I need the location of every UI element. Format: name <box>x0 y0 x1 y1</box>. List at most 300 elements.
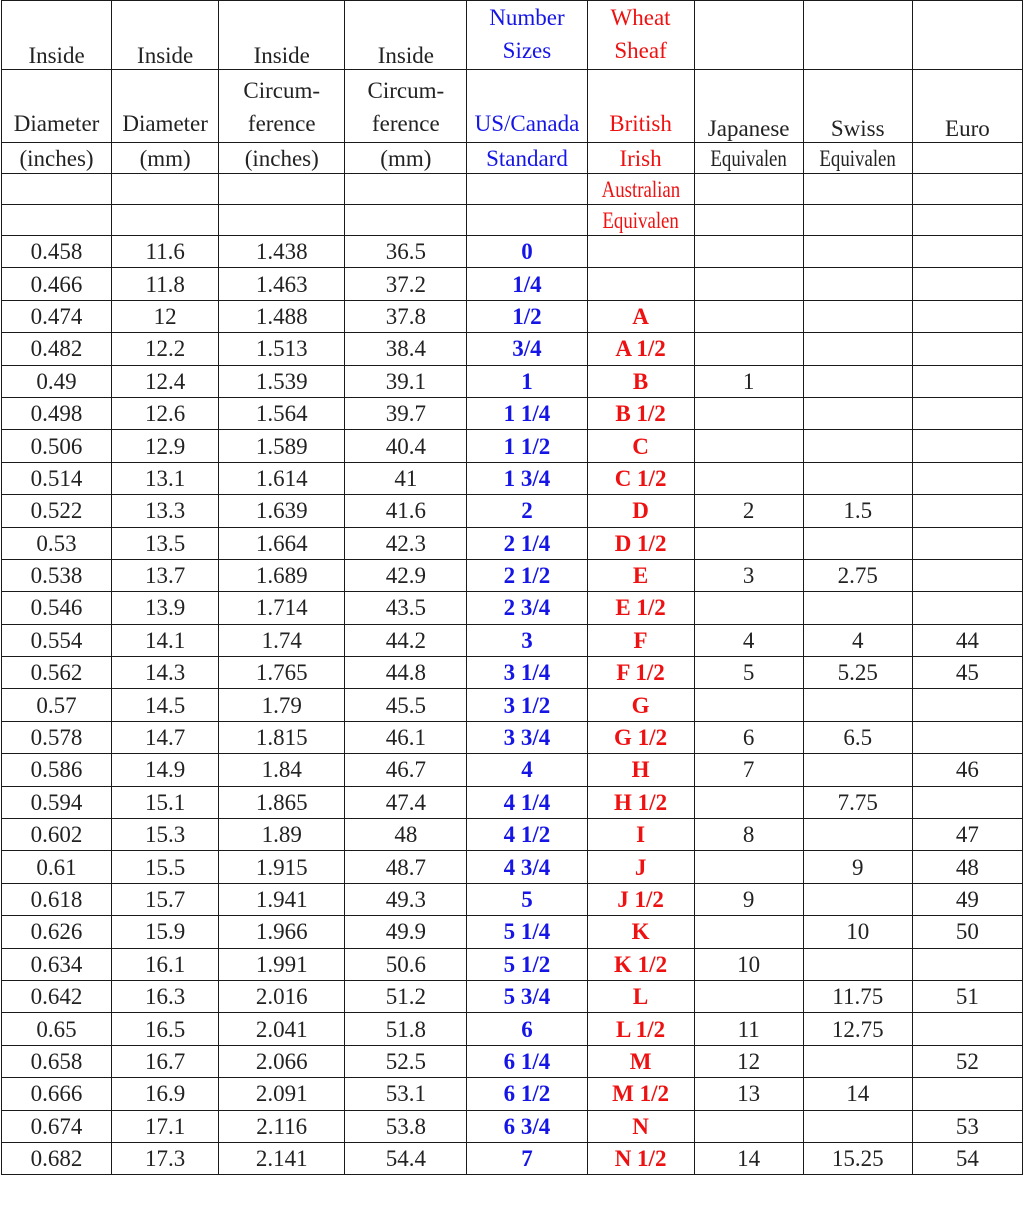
cell-diameter-inches: 0.65 <box>2 1013 112 1045</box>
cell-us-canada-size: 2 1/2 <box>467 559 587 591</box>
cell-british-size: F <box>587 624 694 656</box>
cell-us-canada-size: 4 1/4 <box>467 786 587 818</box>
cell-japanese-size: 7 <box>694 754 803 786</box>
cell-diameter-inches: 0.618 <box>2 883 112 915</box>
cell-circumference-mm: 40.4 <box>345 430 467 462</box>
cell-circumference-mm: 53.8 <box>345 1110 467 1142</box>
cell-swiss-size <box>803 883 912 915</box>
cell-japanese-size <box>694 236 803 268</box>
cell-euro-size <box>912 1013 1022 1045</box>
table-row <box>2 333 1023 365</box>
cell-british-size: M <box>587 1045 694 1077</box>
header-cell-irish: Irish <box>587 143 694 174</box>
cell-circumference-inches: 1.589 <box>219 430 345 462</box>
header-cell-australian: Australian <box>587 174 694 205</box>
header-cell: (inches) <box>2 143 112 174</box>
table-row <box>2 786 1023 818</box>
cell-us-canada-size: 4 <box>467 754 587 786</box>
cell-euro-size <box>912 559 1022 591</box>
cell-diameter-inches: 0.578 <box>2 721 112 753</box>
cell-euro-size <box>912 236 1022 268</box>
cell-swiss-size: 4 <box>803 624 912 656</box>
cell-japanese-size <box>694 1110 803 1142</box>
cell-circumference-inches: 1.463 <box>219 268 345 300</box>
cell-british-size: K <box>587 916 694 948</box>
table-row <box>2 1110 1023 1142</box>
cell-british-size: K 1/2 <box>587 948 694 980</box>
table-row <box>2 948 1023 980</box>
cell-circumference-mm: 49.9 <box>345 916 467 948</box>
cell-japanese-size <box>694 851 803 883</box>
cell-japanese-size <box>694 592 803 624</box>
header-cell <box>2 205 112 236</box>
cell-british-size: A <box>587 300 694 332</box>
cell-swiss-size: 5.25 <box>803 657 912 689</box>
header-cell <box>219 174 345 205</box>
cell-euro-size <box>912 268 1022 300</box>
header-cell: Diameter <box>2 70 112 143</box>
cell-japanese-size <box>694 333 803 365</box>
header-cell <box>2 174 112 205</box>
header-row-5 <box>2 205 1023 236</box>
cell-circumference-mm: 43.5 <box>345 592 467 624</box>
header-cell <box>112 174 219 205</box>
cell-swiss-size <box>803 397 912 429</box>
cell-circumference-inches: 1.915 <box>219 851 345 883</box>
cell-euro-size <box>912 397 1022 429</box>
cell-circumference-mm: 46.7 <box>345 754 467 786</box>
cell-diameter-mm: 12 <box>112 300 219 332</box>
cell-circumference-inches: 1.714 <box>219 592 345 624</box>
header-cell <box>345 205 467 236</box>
table-row <box>2 819 1023 851</box>
header-cell-equivalent: Equivalen <box>803 143 912 174</box>
cell-diameter-inches: 0.626 <box>2 916 112 948</box>
cell-circumference-inches: 1.614 <box>219 462 345 494</box>
ring-size-table <box>1 0 1023 1175</box>
cell-british-size: E 1/2 <box>587 592 694 624</box>
cell-us-canada-size: 3/4 <box>467 333 587 365</box>
cell-circumference-inches: 1.991 <box>219 948 345 980</box>
cell-circumference-mm: 47.4 <box>345 786 467 818</box>
cell-diameter-inches: 0.61 <box>2 851 112 883</box>
cell-euro-size <box>912 333 1022 365</box>
cell-diameter-mm: 16.1 <box>112 948 219 980</box>
table-row <box>2 462 1023 494</box>
cell-diameter-mm: 17.3 <box>112 1142 219 1174</box>
cell-diameter-mm: 17.1 <box>112 1110 219 1142</box>
cell-diameter-mm: 15.7 <box>112 883 219 915</box>
header-cell-wheat-sheaf: Wheat Sheaf <box>587 1 694 70</box>
cell-euro-size: 47 <box>912 819 1022 851</box>
table-row <box>2 980 1023 1012</box>
cell-circumference-mm: 41 <box>345 462 467 494</box>
cell-circumference-mm: 49.3 <box>345 883 467 915</box>
cell-swiss-size: 7.75 <box>803 786 912 818</box>
cell-japanese-size <box>694 268 803 300</box>
cell-circumference-mm: 53.1 <box>345 1078 467 1110</box>
cell-british-size: C 1/2 <box>587 462 694 494</box>
cell-japanese-size <box>694 397 803 429</box>
cell-british-size: F 1/2 <box>587 657 694 689</box>
cell-circumference-inches: 1.639 <box>219 495 345 527</box>
table-row <box>2 721 1023 753</box>
header-row-2 <box>2 70 1023 143</box>
cell-british-size <box>587 268 694 300</box>
cell-circumference-mm: 44.8 <box>345 657 467 689</box>
cell-euro-size: 52 <box>912 1045 1022 1077</box>
cell-japanese-size: 14 <box>694 1142 803 1174</box>
cell-british-size: E <box>587 559 694 591</box>
header-cell: (mm) <box>345 143 467 174</box>
header-cell <box>912 205 1022 236</box>
table-row <box>2 1142 1023 1174</box>
cell-euro-size: 46 <box>912 754 1022 786</box>
header-cell <box>694 174 803 205</box>
cell-diameter-inches: 0.482 <box>2 333 112 365</box>
cell-us-canada-size: 0 <box>467 236 587 268</box>
cell-diameter-mm: 15.1 <box>112 786 219 818</box>
cell-us-canada-size: 4 3/4 <box>467 851 587 883</box>
cell-japanese-size <box>694 300 803 332</box>
cell-circumference-mm: 37.8 <box>345 300 467 332</box>
header-cell <box>803 174 912 205</box>
cell-swiss-size: 1.5 <box>803 495 912 527</box>
cell-circumference-mm: 41.6 <box>345 495 467 527</box>
cell-swiss-size <box>803 592 912 624</box>
cell-diameter-inches: 0.658 <box>2 1045 112 1077</box>
cell-british-size: M 1/2 <box>587 1078 694 1110</box>
header-cell-standard: Standard <box>467 143 587 174</box>
cell-us-canada-size: 2 1/4 <box>467 527 587 559</box>
header-cell: Circum- ference <box>219 70 345 143</box>
cell-us-canada-size: 5 1/4 <box>467 916 587 948</box>
cell-circumference-inches: 1.564 <box>219 397 345 429</box>
cell-us-canada-size: 6 1/2 <box>467 1078 587 1110</box>
cell-swiss-size <box>803 689 912 721</box>
cell-circumference-mm: 44.2 <box>345 624 467 656</box>
cell-euro-size <box>912 430 1022 462</box>
header-cell <box>803 205 912 236</box>
cell-british-size: I <box>587 819 694 851</box>
table-row <box>2 624 1023 656</box>
cell-circumference-mm: 52.5 <box>345 1045 467 1077</box>
cell-diameter-inches: 0.458 <box>2 236 112 268</box>
cell-diameter-inches: 0.538 <box>2 559 112 591</box>
cell-circumference-inches: 1.74 <box>219 624 345 656</box>
cell-diameter-mm: 12.6 <box>112 397 219 429</box>
cell-diameter-mm: 15.5 <box>112 851 219 883</box>
cell-diameter-mm: 12.4 <box>112 365 219 397</box>
cell-euro-size: 48 <box>912 851 1022 883</box>
cell-us-canada-size: 7 <box>467 1142 587 1174</box>
cell-us-canada-size: 3 <box>467 624 587 656</box>
cell-swiss-size <box>803 527 912 559</box>
cell-diameter-inches: 0.682 <box>2 1142 112 1174</box>
cell-us-canada-size: 1 <box>467 365 587 397</box>
table-row <box>2 236 1023 268</box>
cell-swiss-size: 9 <box>803 851 912 883</box>
cell-british-size: N 1/2 <box>587 1142 694 1174</box>
cell-diameter-mm: 14.3 <box>112 657 219 689</box>
cell-british-size <box>587 236 694 268</box>
table-row <box>2 689 1023 721</box>
header-cell <box>912 1 1022 70</box>
cell-diameter-inches: 0.666 <box>2 1078 112 1110</box>
cell-circumference-mm: 39.1 <box>345 365 467 397</box>
cell-circumference-inches: 1.488 <box>219 300 345 332</box>
table-row <box>2 365 1023 397</box>
cell-circumference-inches: 2.066 <box>219 1045 345 1077</box>
cell-us-canada-size: 1/4 <box>467 268 587 300</box>
cell-diameter-mm: 13.7 <box>112 559 219 591</box>
header-cell-number-sizes: Number Sizes <box>467 1 587 70</box>
cell-diameter-mm: 15.9 <box>112 916 219 948</box>
cell-diameter-inches: 0.49 <box>2 365 112 397</box>
cell-circumference-inches: 2.041 <box>219 1013 345 1045</box>
header-cell-swiss: Swiss <box>803 70 912 143</box>
cell-diameter-inches: 0.546 <box>2 592 112 624</box>
cell-us-canada-size: 5 3/4 <box>467 980 587 1012</box>
cell-circumference-mm: 39.7 <box>345 397 467 429</box>
cell-british-size: B 1/2 <box>587 397 694 429</box>
cell-japanese-size <box>694 980 803 1012</box>
cell-euro-size: 44 <box>912 624 1022 656</box>
header-cell: Diameter <box>112 70 219 143</box>
cell-euro-size <box>912 948 1022 980</box>
table-row <box>2 916 1023 948</box>
header-row-3 <box>2 143 1023 174</box>
cell-diameter-inches: 0.554 <box>2 624 112 656</box>
cell-euro-size: 53 <box>912 1110 1022 1142</box>
cell-us-canada-size: 6 <box>467 1013 587 1045</box>
cell-euro-size: 54 <box>912 1142 1022 1174</box>
cell-circumference-mm: 51.8 <box>345 1013 467 1045</box>
cell-us-canada-size: 1 3/4 <box>467 462 587 494</box>
cell-japanese-size: 12 <box>694 1045 803 1077</box>
cell-us-canada-size: 6 3/4 <box>467 1110 587 1142</box>
cell-us-canada-size: 5 1/2 <box>467 948 587 980</box>
cell-circumference-inches: 1.865 <box>219 786 345 818</box>
cell-circumference-mm: 51.2 <box>345 980 467 1012</box>
cell-swiss-size: 14 <box>803 1078 912 1110</box>
cell-us-canada-size: 3 1/4 <box>467 657 587 689</box>
cell-british-size: L <box>587 980 694 1012</box>
cell-circumference-mm: 36.5 <box>345 236 467 268</box>
table-row <box>2 1045 1023 1077</box>
cell-diameter-mm: 12.2 <box>112 333 219 365</box>
cell-circumference-mm: 42.9 <box>345 559 467 591</box>
table-row <box>2 592 1023 624</box>
table-row <box>2 754 1023 786</box>
cell-japanese-size <box>694 430 803 462</box>
cell-diameter-inches: 0.634 <box>2 948 112 980</box>
header-cell-japanese: Japanese <box>694 70 803 143</box>
cell-diameter-inches: 0.506 <box>2 430 112 462</box>
cell-swiss-size <box>803 365 912 397</box>
table-row <box>2 851 1023 883</box>
cell-diameter-inches: 0.586 <box>2 754 112 786</box>
header-cell <box>912 174 1022 205</box>
cell-circumference-inches: 1.689 <box>219 559 345 591</box>
cell-diameter-mm: 16.9 <box>112 1078 219 1110</box>
cell-swiss-size <box>803 948 912 980</box>
cell-circumference-mm: 48 <box>345 819 467 851</box>
header-cell: Inside <box>2 1 112 70</box>
cell-circumference-inches: 1.539 <box>219 365 345 397</box>
header-cell-euro: Euro <box>912 70 1022 143</box>
cell-japanese-size: 5 <box>694 657 803 689</box>
cell-diameter-inches: 0.602 <box>2 819 112 851</box>
cell-japanese-size: 10 <box>694 948 803 980</box>
header-cell <box>467 174 587 205</box>
header-cell <box>345 174 467 205</box>
cell-british-size: G 1/2 <box>587 721 694 753</box>
cell-euro-size: 51 <box>912 980 1022 1012</box>
cell-circumference-inches: 1.765 <box>219 657 345 689</box>
cell-diameter-mm: 13.5 <box>112 527 219 559</box>
table-row <box>2 397 1023 429</box>
table-row <box>2 300 1023 332</box>
header-cell-us-canada: US/Canada <box>467 70 587 143</box>
cell-circumference-mm: 37.2 <box>345 268 467 300</box>
cell-british-size: H 1/2 <box>587 786 694 818</box>
cell-diameter-mm: 13.9 <box>112 592 219 624</box>
header-cell <box>467 205 587 236</box>
cell-circumference-inches: 2.016 <box>219 980 345 1012</box>
cell-swiss-size: 15.25 <box>803 1142 912 1174</box>
cell-british-size: B <box>587 365 694 397</box>
cell-circumference-inches: 1.966 <box>219 916 345 948</box>
header-cell <box>803 1 912 70</box>
cell-euro-size: 45 <box>912 657 1022 689</box>
header-cell: Inside <box>219 1 345 70</box>
cell-swiss-size: 10 <box>803 916 912 948</box>
cell-british-size: A 1/2 <box>587 333 694 365</box>
cell-japanese-size: 11 <box>694 1013 803 1045</box>
cell-circumference-mm: 45.5 <box>345 689 467 721</box>
cell-japanese-size: 13 <box>694 1078 803 1110</box>
cell-euro-size <box>912 786 1022 818</box>
cell-swiss-size: 6.5 <box>803 721 912 753</box>
cell-japanese-size: 4 <box>694 624 803 656</box>
cell-circumference-inches: 1.438 <box>219 236 345 268</box>
cell-swiss-size <box>803 430 912 462</box>
cell-circumference-mm: 48.7 <box>345 851 467 883</box>
cell-euro-size <box>912 689 1022 721</box>
cell-circumference-inches: 1.84 <box>219 754 345 786</box>
cell-us-canada-size: 2 <box>467 495 587 527</box>
header-cell: (inches) <box>219 143 345 174</box>
cell-swiss-size <box>803 333 912 365</box>
cell-british-size: D 1/2 <box>587 527 694 559</box>
cell-euro-size <box>912 300 1022 332</box>
cell-circumference-inches: 2.091 <box>219 1078 345 1110</box>
cell-us-canada-size: 2 3/4 <box>467 592 587 624</box>
cell-diameter-mm: 14.5 <box>112 689 219 721</box>
cell-diameter-mm: 14.7 <box>112 721 219 753</box>
cell-euro-size <box>912 592 1022 624</box>
cell-japanese-size: 1 <box>694 365 803 397</box>
cell-diameter-inches: 0.498 <box>2 397 112 429</box>
header-row-1 <box>2 1 1023 70</box>
cell-japanese-size <box>694 462 803 494</box>
cell-euro-size: 49 <box>912 883 1022 915</box>
cell-british-size: D <box>587 495 694 527</box>
header-cell-equivalent: Equivalen <box>694 143 803 174</box>
cell-circumference-mm: 54.4 <box>345 1142 467 1174</box>
cell-japanese-size <box>694 916 803 948</box>
cell-british-size: J <box>587 851 694 883</box>
header-cell: (mm) <box>112 143 219 174</box>
cell-japanese-size <box>694 527 803 559</box>
cell-circumference-inches: 1.89 <box>219 819 345 851</box>
header-cell <box>912 143 1022 174</box>
cell-circumference-inches: 1.513 <box>219 333 345 365</box>
cell-circumference-inches: 1.815 <box>219 721 345 753</box>
cell-british-size: L 1/2 <box>587 1013 694 1045</box>
header-cell-equivalent: Equivalen <box>587 205 694 236</box>
cell-japanese-size: 9 <box>694 883 803 915</box>
cell-british-size: G <box>587 689 694 721</box>
cell-diameter-mm: 13.3 <box>112 495 219 527</box>
cell-japanese-size: 3 <box>694 559 803 591</box>
cell-diameter-inches: 0.642 <box>2 980 112 1012</box>
table-row <box>2 430 1023 462</box>
cell-euro-size <box>912 365 1022 397</box>
cell-diameter-mm: 11.6 <box>112 236 219 268</box>
cell-diameter-mm: 15.3 <box>112 819 219 851</box>
cell-diameter-inches: 0.466 <box>2 268 112 300</box>
cell-us-canada-size: 3 3/4 <box>467 721 587 753</box>
header-cell <box>694 1 803 70</box>
cell-diameter-inches: 0.57 <box>2 689 112 721</box>
table-row <box>2 1013 1023 1045</box>
cell-euro-size: 50 <box>912 916 1022 948</box>
cell-circumference-inches: 2.141 <box>219 1142 345 1174</box>
cell-us-canada-size: 4 1/2 <box>467 819 587 851</box>
header-cell <box>112 205 219 236</box>
table-row <box>2 1078 1023 1110</box>
cell-diameter-inches: 0.474 <box>2 300 112 332</box>
cell-diameter-mm: 12.9 <box>112 430 219 462</box>
table-row <box>2 883 1023 915</box>
cell-circumference-inches: 1.941 <box>219 883 345 915</box>
table-row <box>2 268 1023 300</box>
cell-diameter-mm: 13.1 <box>112 462 219 494</box>
cell-japanese-size: 2 <box>694 495 803 527</box>
header-cell: Inside <box>112 1 219 70</box>
cell-swiss-size <box>803 462 912 494</box>
cell-us-canada-size: 3 1/2 <box>467 689 587 721</box>
cell-british-size: N <box>587 1110 694 1142</box>
table-row <box>2 657 1023 689</box>
cell-japanese-size: 8 <box>694 819 803 851</box>
cell-swiss-size <box>803 754 912 786</box>
cell-euro-size <box>912 1078 1022 1110</box>
cell-circumference-mm: 50.6 <box>345 948 467 980</box>
cell-swiss-size <box>803 1110 912 1142</box>
cell-circumference-inches: 1.664 <box>219 527 345 559</box>
cell-diameter-mm: 11.8 <box>112 268 219 300</box>
cell-diameter-inches: 0.562 <box>2 657 112 689</box>
cell-euro-size <box>912 527 1022 559</box>
header-row-4 <box>2 174 1023 205</box>
cell-diameter-mm: 14.1 <box>112 624 219 656</box>
cell-diameter-inches: 0.594 <box>2 786 112 818</box>
cell-japanese-size <box>694 689 803 721</box>
cell-circumference-mm: 46.1 <box>345 721 467 753</box>
